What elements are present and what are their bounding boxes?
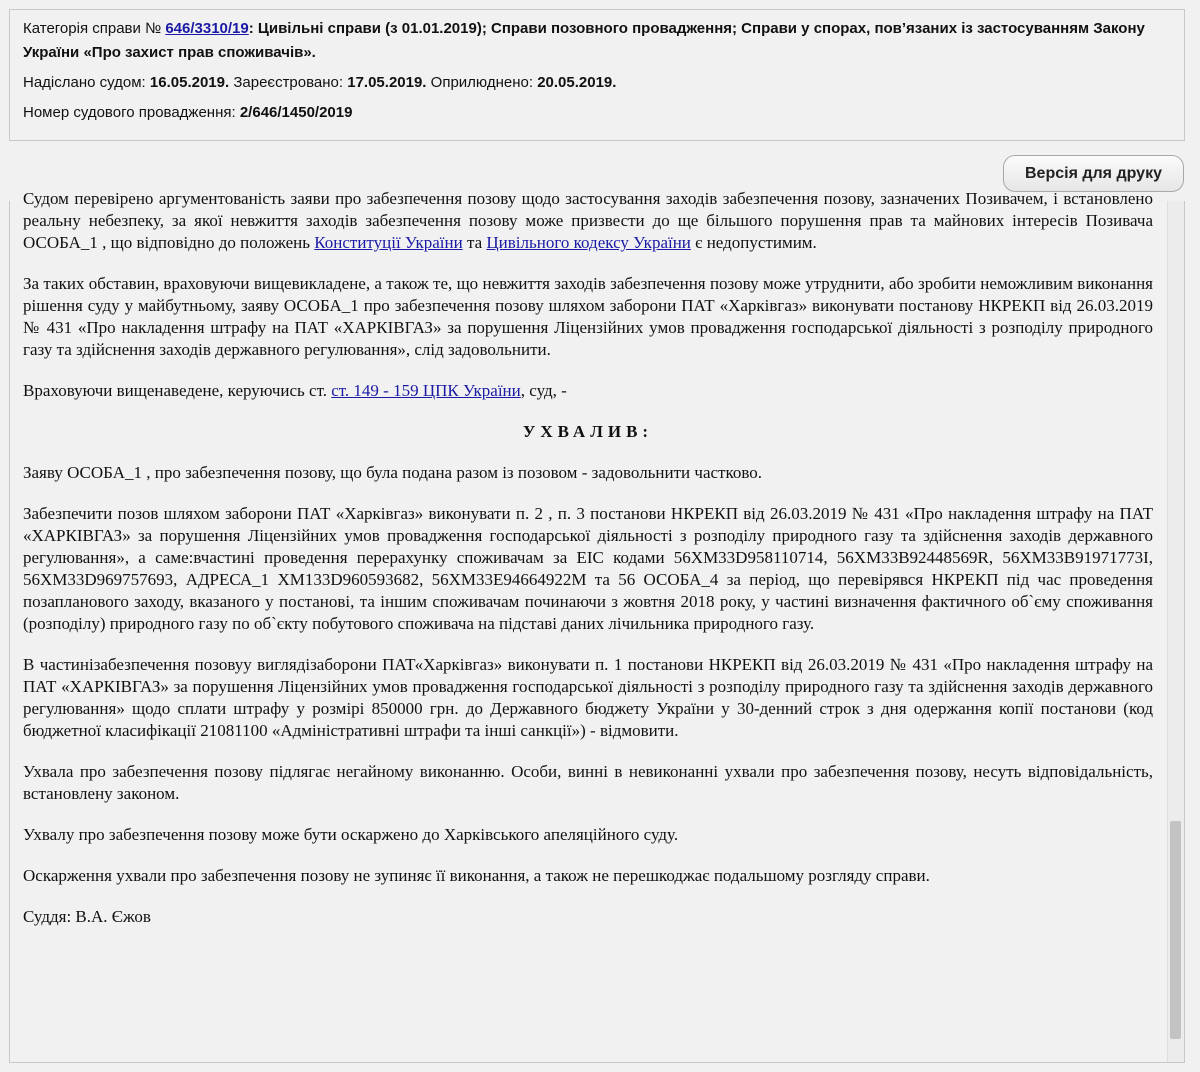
paragraph-circumstances: За таких обставин, враховуючи вищевикладене, а також те, що невжиття заходів забезпечення позову може утруднити, або зробити неможливим виконання рішення суду у майбутньому, заяву ОСОБА_1 про забезпечення позову шляхом заборони ПАТ «Харківгаз» виконувати постанову НКРЕКП від 26.03.2019 № 431 «Про накладення штрафу на ПАТ «ХАРКІВГАЗ» за порушення Ліцензійних умов провадження господарської діяльності з розподілу природного газу та здійснення заходів державного регулювання», слід задовольнити. <box>23 274 1153 359</box>
paragraph-text: Позивачем, і встановлено реальну небезпеку, за якої невжиття заходів забезпечення позову може призвести до ще більшого порушення прав та майнових інтересів Позивача ОСОБА_1 , що відповідно до положень <box>23 189 1154 252</box>
paragraph-ruling-1: Заяву ОСОБА_1 , про забезпечення позову, що була подана разом із позовом - задовольнити частково. <box>23 463 763 482</box>
paragraph-partial-line: Судом перевірено аргументованість заяви про забезпечення позову щодо застосування заходів забезпечення позову, зазначених <box>23 189 960 208</box>
proceeding-line <box>23 101 1171 125</box>
paragraph-ruling-5: Ухвалу про забезпечення позову може бути оскаржено до Харківського апеляційного суду. <box>23 825 679 844</box>
paragraph-reasoning: Судом перевірено аргументованість заяви про забезпечення позову щодо застосування заходів забезпечення позову, зазначених Позивачем, і встановлено реальну небезпеку, за якої невжиття заходів забезпечення позову може призвести до ще більшого порушення прав та майнових інтересів Позивача ОСОБА_1 , що відповідно до положень Конституції України та Цивільного кодексу України є недопустимим. <box>23 189 1154 252</box>
cpc-articles-link[interactable]: ст. 149 - 159 ЦПК України <box>331 381 521 400</box>
case-dates-line <box>23 71 1171 95</box>
sent-date: 16.05.2019. <box>149 74 230 91</box>
vertical-scrollbar[interactable] <box>1167 201 1184 1062</box>
civil-code-link[interactable]: Цивільного кодексу України <box>486 233 691 252</box>
constitution-link[interactable]: Конституції України <box>314 233 463 252</box>
paragraph-guided-by: Враховуючи вищенаведене, керуючись ст. ст. 149 - 159 ЦПК України, суд, - <box>23 381 567 400</box>
case-number-link[interactable]: 646/3310/19 <box>165 20 249 37</box>
sent-label: Надіслано судом: <box>23 74 150 91</box>
proceeding-label: Номер судового провадження: <box>23 104 240 121</box>
ruling-heading: УХВАЛИВ: <box>522 422 654 441</box>
registered-date: 17.05.2019. <box>347 74 427 91</box>
paragraph-ruling-3: В частинізабезпечення позовуу виглядізаборони ПАТ«Харківгаз» виконувати п. 1 постанови НКРЕКП від 26.03.2019 № 431 «Про накладення штрафу на ПАТ «ХАРКІВГАЗ» за порушення Ліцензійних умов провадження господарської діяльності з розподілу природного газу та здійснення заходів державного регулювання» щодо сплати штрафу у розмірі 850000 грн. до Державного бюджету України у 30-денний строк з дня одержання копії постанови (код бюджетної класифікації 21081100 «Адміністративні штрафи та інші санкції») - відмовити. <box>23 655 1153 740</box>
case-category-line <box>23 17 1171 65</box>
category-prefix: Категорія справи № <box>23 20 166 37</box>
paragraph-ruling-4: Ухвала про забезпечення позову підлягає негайному виконанню. Особи, винні в невиконанні ухвали про забезпечення позову, несуть відповідальність, встановлену законом. <box>23 762 1153 803</box>
case-info-panel <box>9 9 1185 141</box>
paragraph-ruling-6: Оскарження ухвали про забезпечення позову не зупиняє її виконання, а також не перешкоджає подальшому розгляду справи. <box>23 866 930 885</box>
paragraph-ruling-2: Забезпечити позов шляхом заборони ПАТ «Харківгаз» виконувати п. 2 , п. 3 постанови НКРЕКП від 26.03.2019 № 431 «Про накладення штрафу на ПАТ «ХАРКІВГАЗ» за порушення Ліцензійних умов провадження господарської діяльності з розподілу природного газу та здійснення заходів державного регулювання», а саме:вчастині проведення перерахунку споживачам за ЕІС кодами 56ХМ33D958110714, 56ХМ33В92448569R, 56ХМ33В91971773І, 56ХМ33D969757693, АДРЕСА_1 ХМ133D960593682, 56ХМ33Е94664922М та 56 ОСОБА_4 за період, що перевірявся НКРЕКП під час проведення позапланового заходу, вказаного у постанові, та іншим споживачам починаючи з жовтня 2018 року, у частині визначення фактичного об`єму споживання (розподілу) природного газу по об`єкту побутового споживача на підставі даних лічильника природного газу. <box>23 504 1153 633</box>
published-label: Оприлюднено: <box>426 74 538 91</box>
proceeding-number: 2/646/1450/2019 <box>239 104 353 121</box>
scrollbar-thumb[interactable] <box>1170 821 1181 1039</box>
print-version-button[interactable]: Версія для друку <box>1003 155 1184 192</box>
published-date: 20.05.2019. <box>537 74 617 91</box>
registered-label: Зареєстровано: <box>229 74 348 91</box>
category-text: : Цивільні справи (з 01.01.2019); Справи позовного провадження; Справи у спорах, пов’язаних із застосуванням Закону України «Про захист прав споживачів». <box>23 20 1145 61</box>
document-viewer[interactable] <box>9 189 1185 1063</box>
judge-signature: Суддя: В.А. Єжов <box>23 907 151 926</box>
document-text <box>23 188 1153 947</box>
